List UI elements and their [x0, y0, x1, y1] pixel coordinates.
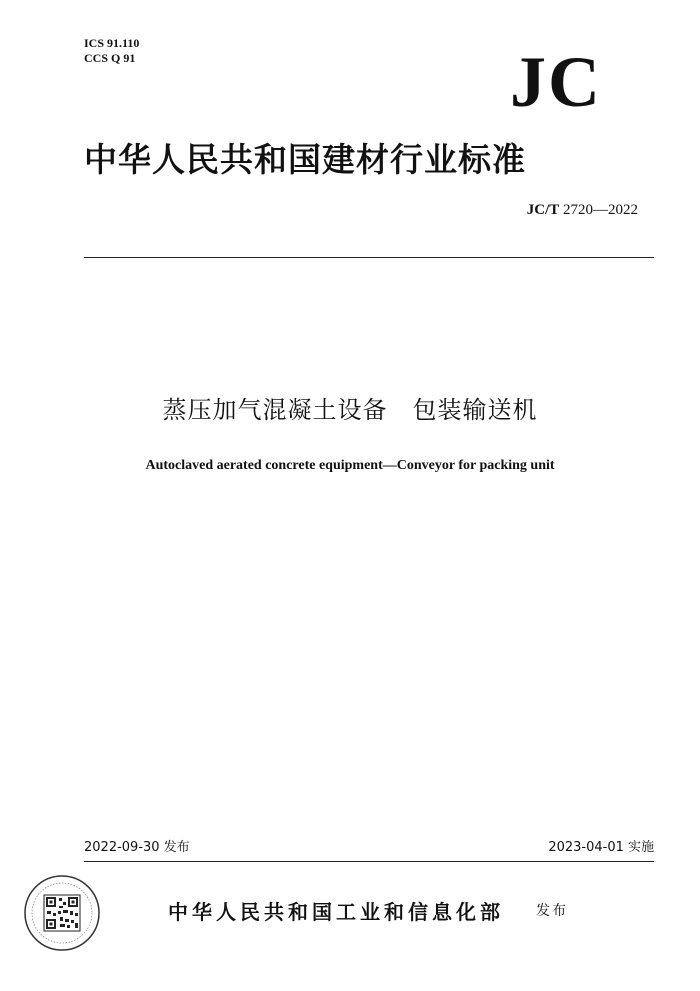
standard-prefix: JC/T: [526, 202, 560, 218]
bottom-divider: [84, 861, 654, 862]
top-divider: [84, 257, 654, 258]
ics-code: ICS 91.110: [84, 36, 140, 50]
jc-logo: JC: [510, 42, 602, 122]
implementation-date: 2023-04-01 实施: [548, 840, 654, 855]
publisher-name: 中华人民共和国工业和信息化部: [168, 900, 504, 924]
document-title-english: Autoclaved aerated concrete equipment—Conveyor for packing unit: [145, 458, 555, 473]
issue-date: 2022-09-30 发布: [84, 840, 190, 855]
ccs-code: CCS Q 91: [84, 51, 136, 65]
standard-code: 2720—2022: [563, 202, 638, 218]
industry-standard-title: 中华人民共和国建材行业标准: [84, 140, 526, 179]
publisher-suffix: 发布: [536, 903, 568, 919]
qr-seal-icon: [22, 873, 102, 953]
document-title-chinese: 蒸压加气混凝土设备 包装输送机: [162, 396, 538, 424]
standard-number: [527, 202, 638, 219]
classification-codes: [84, 36, 139, 66]
